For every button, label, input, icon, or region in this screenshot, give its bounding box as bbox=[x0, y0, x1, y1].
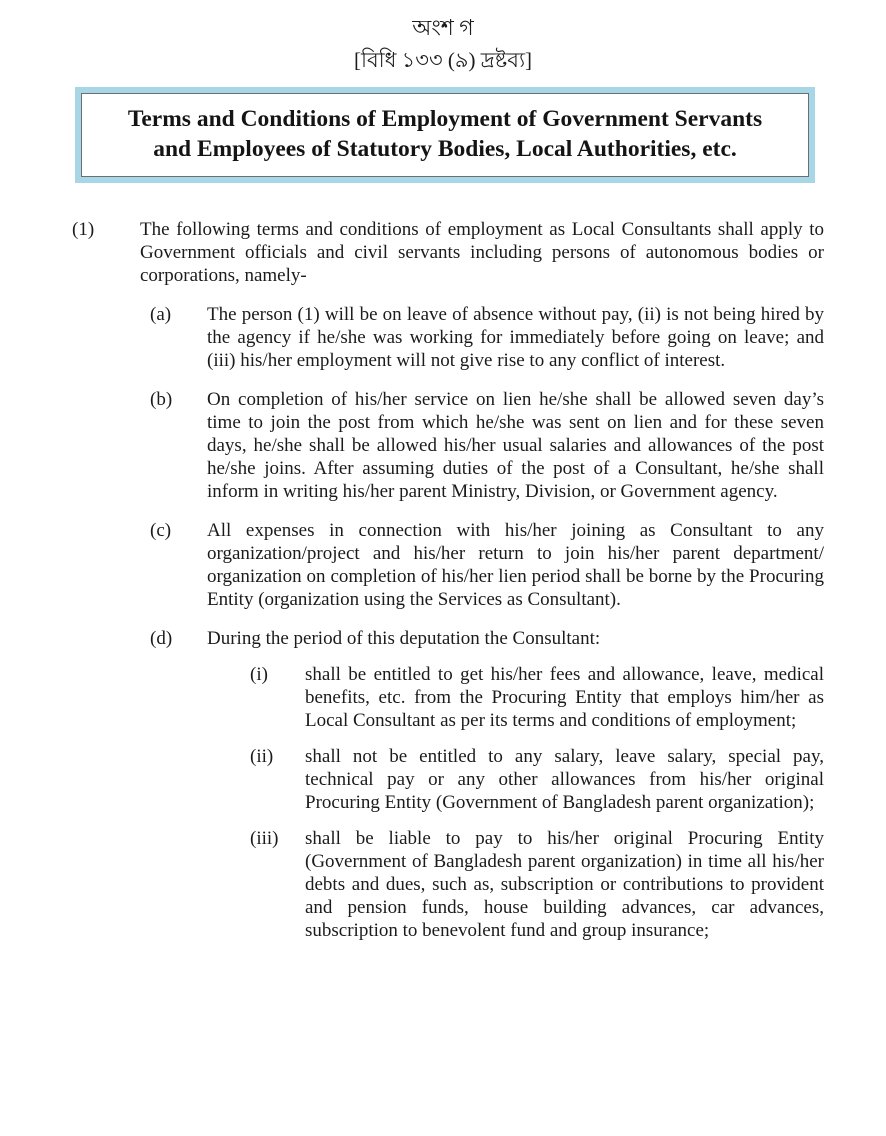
item-i-label: (i) bbox=[250, 664, 268, 685]
document-body bbox=[72, 218, 824, 942]
item-ii-text: shall not be entitled to any salary, leave salary, special pay, technical pay or any other allowances from his/her original Procuring Entity (Government of Bangladesh parent organization); bbox=[305, 746, 824, 813]
subclause-c-label: (c) bbox=[150, 520, 172, 541]
clause-1-label: (1) bbox=[72, 219, 95, 240]
clause-1-text: The following terms and conditions of employment as Local Consultants shall apply to Government officials and civil servants including persons of autonomous bodies or corporations, namely- bbox=[140, 219, 824, 286]
subclause-d-text: During the period of this deputation the Consultant: bbox=[207, 628, 601, 649]
document-page bbox=[0, 14, 886, 1136]
rule-reference-bengali: [বিধি ১৩৩ (৯) দ্রষ্টব্য] bbox=[353, 48, 533, 72]
subclause-b-label: (b) bbox=[150, 389, 173, 410]
subclause-d bbox=[150, 627, 824, 650]
document-title: Terms and Conditions of Employment of Government Servants and Employees of Statutory Bodies, Local Authorities, etc. bbox=[127, 106, 763, 162]
subclause-b bbox=[150, 388, 824, 503]
item-iii-text: shall be liable to pay to his/her original Procuring Entity (Government of Bangladesh parent organization) in time all his/her debts and dues, such as, subscription or contributions to provident and pension funds, house building advances, car advances, subscription to benevolent fund and group insurance; bbox=[305, 828, 824, 941]
subclause-a-text: The person (1) will be on leave of absence without pay, (ii) is not being hired by the agency if he/she was working for immediately before going on leave; and (iii) his/her employment will not give rise to any conflict of interest. bbox=[207, 304, 824, 371]
item-i bbox=[250, 663, 824, 732]
item-i-text: shall be entitled to get his/her fees and allowance, leave, medical benefits, etc. from the Procuring Entity that employs him/her as Local Consultant as per its terms and conditions of employment; bbox=[305, 664, 824, 731]
subclause-a bbox=[150, 303, 824, 372]
item-iii-label: (iii) bbox=[250, 828, 279, 849]
item-ii-label: (ii) bbox=[250, 746, 274, 767]
subclause-d-label: (d) bbox=[150, 628, 173, 649]
title-box-inner-frame bbox=[81, 93, 809, 177]
subclause-c bbox=[150, 519, 824, 611]
subclause-c-text: All expenses in connection with his/her joining as Consultant to any organization/project and his/her return to join his/her parent department/ organization on completion of his/her lien period shall be borne by the Procuring Entity (organization using the Services as Consultant). bbox=[207, 520, 824, 610]
item-ii bbox=[250, 745, 824, 814]
subclause-a-label: (a) bbox=[150, 304, 172, 325]
clause-1 bbox=[72, 218, 824, 287]
section-part-heading-bengali: অংশ গ bbox=[412, 15, 474, 40]
title-box bbox=[75, 87, 815, 183]
item-iii bbox=[250, 827, 824, 942]
subclause-b-text: On completion of his/her service on lien he/she shall be allowed seven day’s time to join the post from which he/she was sent on lien and for these seven days, he/she shall be allowed his/her usual salaries and allowances of the post he/she joins. After assuming duties of the post of a Consultant, he/she shall inform in writing his/her parent Ministry, Division, or Government agency. bbox=[207, 389, 824, 502]
